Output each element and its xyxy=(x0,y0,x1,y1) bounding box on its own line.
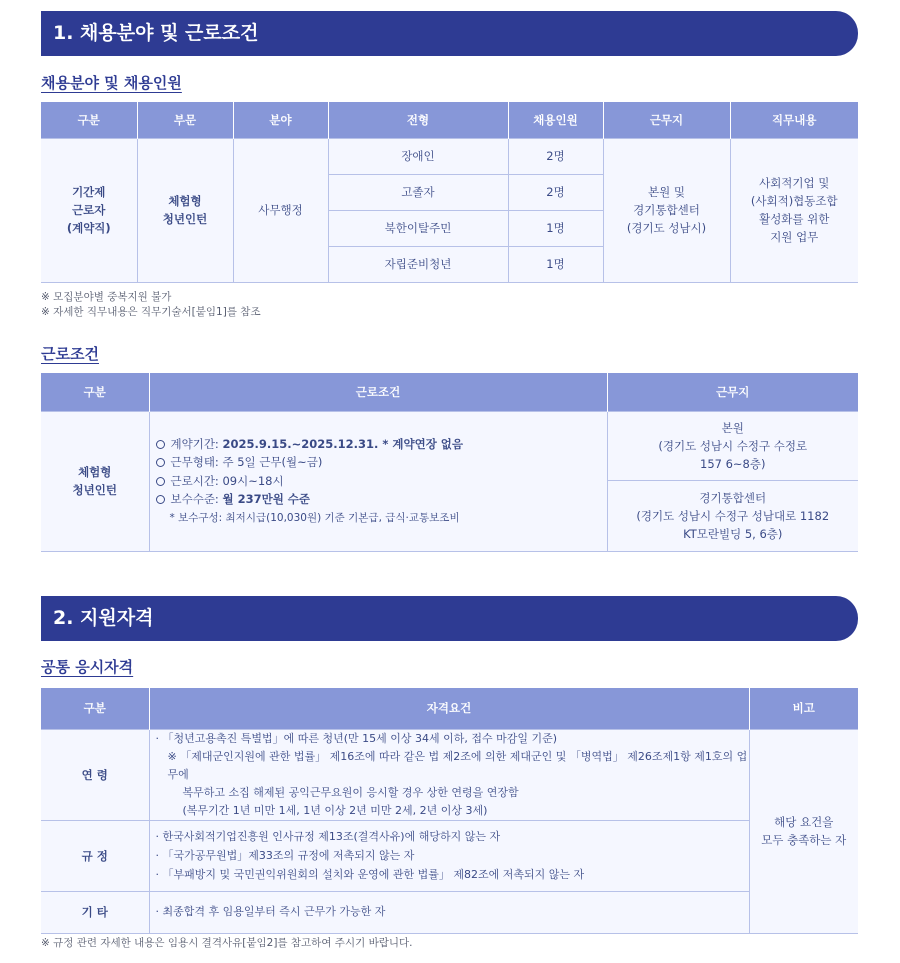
track-cell: 고졸자 xyxy=(328,174,508,210)
requirement-cell: · 「청년고용촉진 특별법」에 따른 청년(만 15세 이상 34세 이하, 접수 마감일 기준) ※ 「제대군인지원에 관한 법률」 제16조에 따라 같은 법 제2조에 의한 제대군인 및 「병역법」 제26조제1항 제1호의 업무에 복무하고 소집 해제된 공익근무요원이 응시할 경우 상한 연령을 연장함 (복무기간 1년 미만 1세, 1년 이상 2년 미만 2세, 2년 이상 3세) xyxy=(149,729,749,820)
track-cell: 장애인 xyxy=(328,138,508,174)
header-division: 부문 xyxy=(137,102,233,138)
conditions-subtitle: 근로조건 xyxy=(41,345,99,363)
track-cell: 북한이탈주민 xyxy=(328,210,508,246)
condition-item: 계약기간: 2025.9.15.~2025.12.31. * 계약연장 없음 xyxy=(156,435,607,454)
location-cell: 본원 및 경기통합센터 (경기도 성남시) xyxy=(603,138,730,282)
category-cell: 기간제 근로자 (계약직) xyxy=(41,138,137,282)
header-count: 채용인원 xyxy=(508,102,603,138)
count-cell: 2명 xyxy=(508,138,603,174)
duty-cell: 사회적기업 및 (사회적)협동조합 활성화를 위한 지원 업무 xyxy=(730,138,858,282)
qualifications-subtitle: 공통 응시자격 xyxy=(41,658,134,676)
count-cell: 2명 xyxy=(508,174,603,210)
circle-bullet-icon xyxy=(156,495,165,504)
condition-item: 근로시간: 09시~18시 xyxy=(156,472,607,491)
row-label: 기 타 xyxy=(41,891,149,933)
location-cell: 본원 (경기도 성남시 수정구 수정로 157 6~8층) xyxy=(607,411,858,480)
circle-bullet-icon xyxy=(156,440,165,449)
header-conditions: 근로조건 xyxy=(149,373,607,411)
pay-note: * 보수구성: 최저시급(10,030원) 기준 기본급, 급식·교통보조비 xyxy=(169,511,460,524)
header-location: 근무지 xyxy=(603,102,730,138)
requirement-cell: · 한국사회적기업진흥원 인사규정 제13조(결격사유)에 해당하지 않는 자 · 「국가공무원법」제33조의 규정에 저촉되지 않는 자 · 「부패방지 및 국민권익위원회의 설치와 운영에 관한 법률」 제82조에 저촉되지 않는 자 xyxy=(149,820,749,891)
field-cell: 사무행정 xyxy=(233,138,328,282)
requirement-cell: · 최종합격 후 임용일부터 즉시 근무가 가능한 자 xyxy=(149,891,749,933)
note-line: ※ 자세한 직무내용은 직무기술서[붙임1]를 참조 xyxy=(41,306,261,318)
count-cell: 1명 xyxy=(508,246,603,282)
qualifications-note: ※ 규정 관련 자세한 내용은 임용시 결격사유[붙임2]를 참고하여 주시기 바랍니다. xyxy=(41,937,413,949)
header-category: 구분 xyxy=(41,688,149,729)
row-label: 연 령 xyxy=(41,729,149,820)
conditions-table xyxy=(41,373,858,552)
condition-item: 보수수준: 월 237만원 수준 xyxy=(156,490,607,509)
category-cell: 체험형 청년인턴 xyxy=(41,411,149,551)
division-cell: 체험형 청년인턴 xyxy=(137,138,233,282)
header-category: 구분 xyxy=(41,373,149,411)
header-field: 분야 xyxy=(233,102,328,138)
recruit-notes xyxy=(41,290,261,320)
condition-item: 근무형태: 주 5일 근무(월~금) xyxy=(156,453,607,472)
header-track: 전형 xyxy=(328,102,508,138)
qualifications-table xyxy=(41,688,858,934)
conditions-cell xyxy=(149,411,607,551)
circle-bullet-icon xyxy=(156,477,165,486)
remark-cell: 해당 요건을 모두 충족하는 자 xyxy=(749,729,858,933)
recruit-table xyxy=(41,102,858,283)
section-2-title: 2. 지원자격 xyxy=(41,596,858,641)
header-remark: 비고 xyxy=(749,688,858,729)
location-cell: 경기통합센터 (경기도 성남시 수정구 성남대로 1182 KT모란빌딩 5, 6층) xyxy=(607,480,858,551)
circle-bullet-icon xyxy=(156,458,165,467)
count-cell: 1명 xyxy=(508,210,603,246)
section-1-title: 1. 채용분야 및 근로조건 xyxy=(41,11,858,56)
header-duty: 직무내용 xyxy=(730,102,858,138)
recruit-subtitle: 채용분야 및 채용인원 xyxy=(41,74,182,92)
track-cell: 자립준비청년 xyxy=(328,246,508,282)
header-requirements: 자격요건 xyxy=(149,688,749,729)
row-label: 규 정 xyxy=(41,820,149,891)
header-location: 근무지 xyxy=(607,373,858,411)
note-line: ※ 모집분야별 중복지원 불가 xyxy=(41,291,172,303)
header-category: 구분 xyxy=(41,102,137,138)
